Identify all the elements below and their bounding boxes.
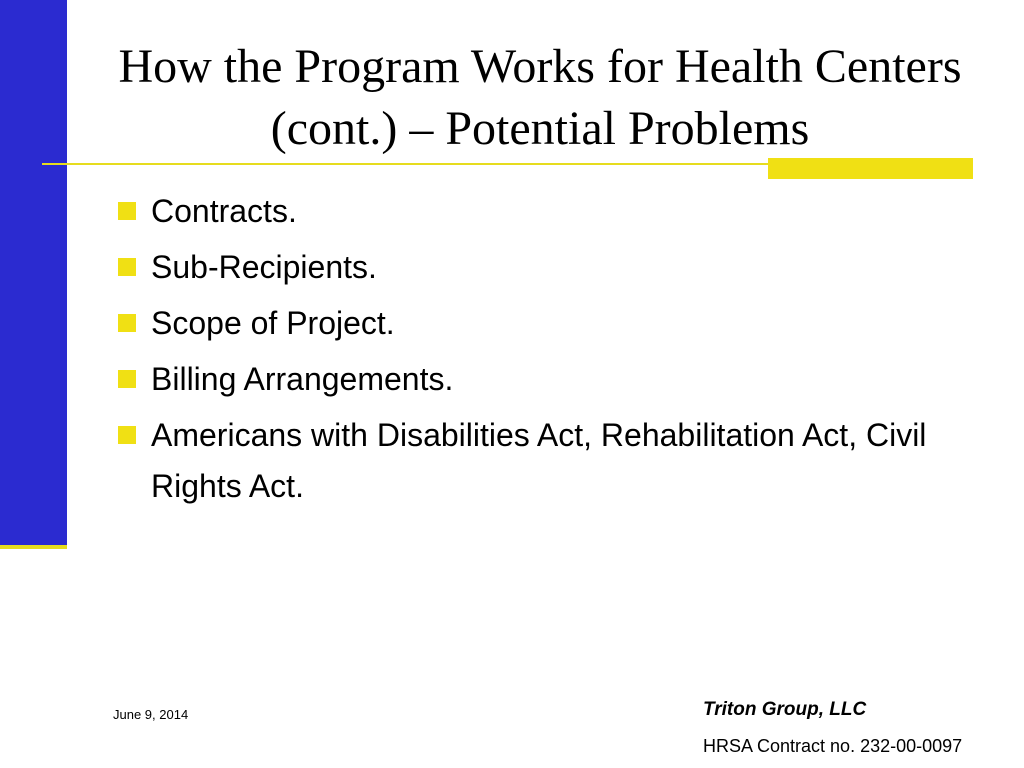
slide-title: How the Program Works for Health Centers (cont.) – Potential Problems <box>118 40 962 155</box>
bullet-text: Billing Arrangements. <box>151 361 454 397</box>
footer-contract-number: HRSA Contract no. 232-00-0097 <box>703 736 963 756</box>
bullet-text: Contracts. <box>151 193 297 229</box>
bullet-item <box>118 410 998 512</box>
square-bullet-icon <box>118 202 136 220</box>
bullet-text: Sub-Recipients. <box>151 249 377 285</box>
bullet-text: Americans with Disabilities Act, Rehabilitation Act, Civil Rights Act. <box>151 417 927 504</box>
title-accent-block <box>768 158 973 179</box>
bullet-item <box>118 298 998 349</box>
bullet-item <box>118 186 998 237</box>
square-bullet-icon <box>118 370 136 388</box>
square-bullet-icon <box>118 258 136 276</box>
footer-date: June 9, 2014 <box>113 707 189 722</box>
left-bar-yellow-underline <box>0 545 67 549</box>
bullet-item <box>118 354 998 405</box>
square-bullet-icon <box>118 426 136 444</box>
bullet-item <box>118 242 998 293</box>
bullet-list <box>118 186 998 517</box>
left-blue-bar <box>0 0 67 545</box>
bullet-text: Scope of Project. <box>151 305 395 341</box>
square-bullet-icon <box>118 314 136 332</box>
footer-company: Triton Group, LLC <box>703 699 867 720</box>
